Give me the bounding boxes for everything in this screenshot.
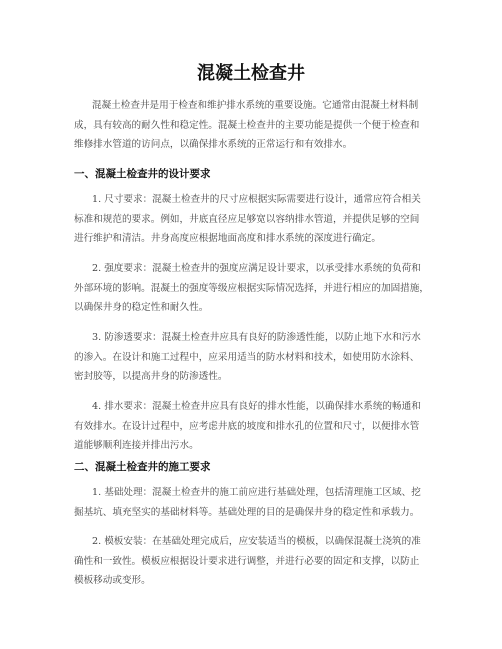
text-line: 1. 基础处理：混凝土检查井的施工前应进行基础处理，包括清理施工区域、挖 bbox=[92, 487, 421, 498]
design-item-1 bbox=[74, 190, 434, 249]
text-line: 掘基坑、填充坚实的基础材料等。基础处理的目的是确保井身的稳定性和承载力。 bbox=[74, 506, 420, 518]
intro-paragraph bbox=[74, 96, 434, 155]
text-line: 模板移动或变形。 bbox=[74, 575, 151, 586]
construction-item-1 bbox=[74, 483, 434, 522]
design-item-2 bbox=[74, 259, 434, 318]
text-line: 4. 排水要求：混凝土检查井应具有良好的排水性能，以确保排水系统的畅通和 bbox=[92, 401, 421, 412]
text-line: 维修排水管道的访问点，以确保排水系统的正常运行和有效排水。 bbox=[74, 139, 353, 150]
text-line: 外部环境的影响。混凝土的强度等级应根据实际情况选择，并进行相应的加固措施， bbox=[74, 282, 429, 294]
text-line: 的渗入。在设计和施工过程中，应采用适当的防水材料和技术，如使用防水涂料、 bbox=[74, 351, 420, 363]
design-item-3 bbox=[74, 328, 434, 387]
section-heading-construction: 二、混凝土检查井的施工要求 bbox=[74, 461, 211, 473]
text-line: 道能够顺利连接并排出污水。 bbox=[74, 440, 199, 451]
text-line: 混凝土检查井是用于检查和维护排水系统的重要设施。它通常由混凝土材料制 bbox=[92, 100, 419, 111]
text-line: 标准和规范的要求。例如，井底直径应足够宽以容纳排水管道，并提供足够的空间 bbox=[74, 213, 420, 225]
construction-item-2 bbox=[74, 532, 434, 591]
text-line: 进行维护和清洁。井身高度应根据地面高度和排水系统的深度进行确定。 bbox=[74, 233, 381, 244]
design-item-4 bbox=[74, 397, 434, 456]
text-line: 以确保井身的稳定性和耐久性。 bbox=[74, 302, 209, 313]
text-line: 确性和一致性。模板应根据设计要求进行调整，并进行必要的固定和支撑，以防止 bbox=[74, 555, 420, 567]
text-line: 3. 防渗透要求：混凝土检查井应具有良好的防渗透性能，以防止地下水和污水 bbox=[92, 332, 421, 343]
text-line: 成，具有较高的耐久性和稳定性。混凝土检查井的主要功能是提供一个便于检查和 bbox=[74, 119, 420, 131]
text-line: 有效排水。在设计过程中，应考虑井底的坡度和排水孔的位置和尺寸，以便排水管 bbox=[74, 420, 420, 432]
text-line: 1. 尺寸要求：混凝土检查井的尺寸应根据实际需要进行设计，通常应符合相关 bbox=[92, 194, 421, 205]
section-heading-design: 一、混凝土检查井的设计要求 bbox=[74, 168, 211, 180]
text-line: 2. 强度要求：混凝土检查井的强度应满足设计要求，以承受排水系统的负荷和 bbox=[92, 263, 421, 274]
text-line: 密封胶等，以提高井身的防渗透性。 bbox=[74, 371, 228, 382]
text-line: 2. 模板安装：在基础处理完成后，应安装适当的模板，以确保混凝土浇筑的准 bbox=[92, 536, 421, 547]
document-title: 混凝土检查井 bbox=[197, 63, 305, 84]
